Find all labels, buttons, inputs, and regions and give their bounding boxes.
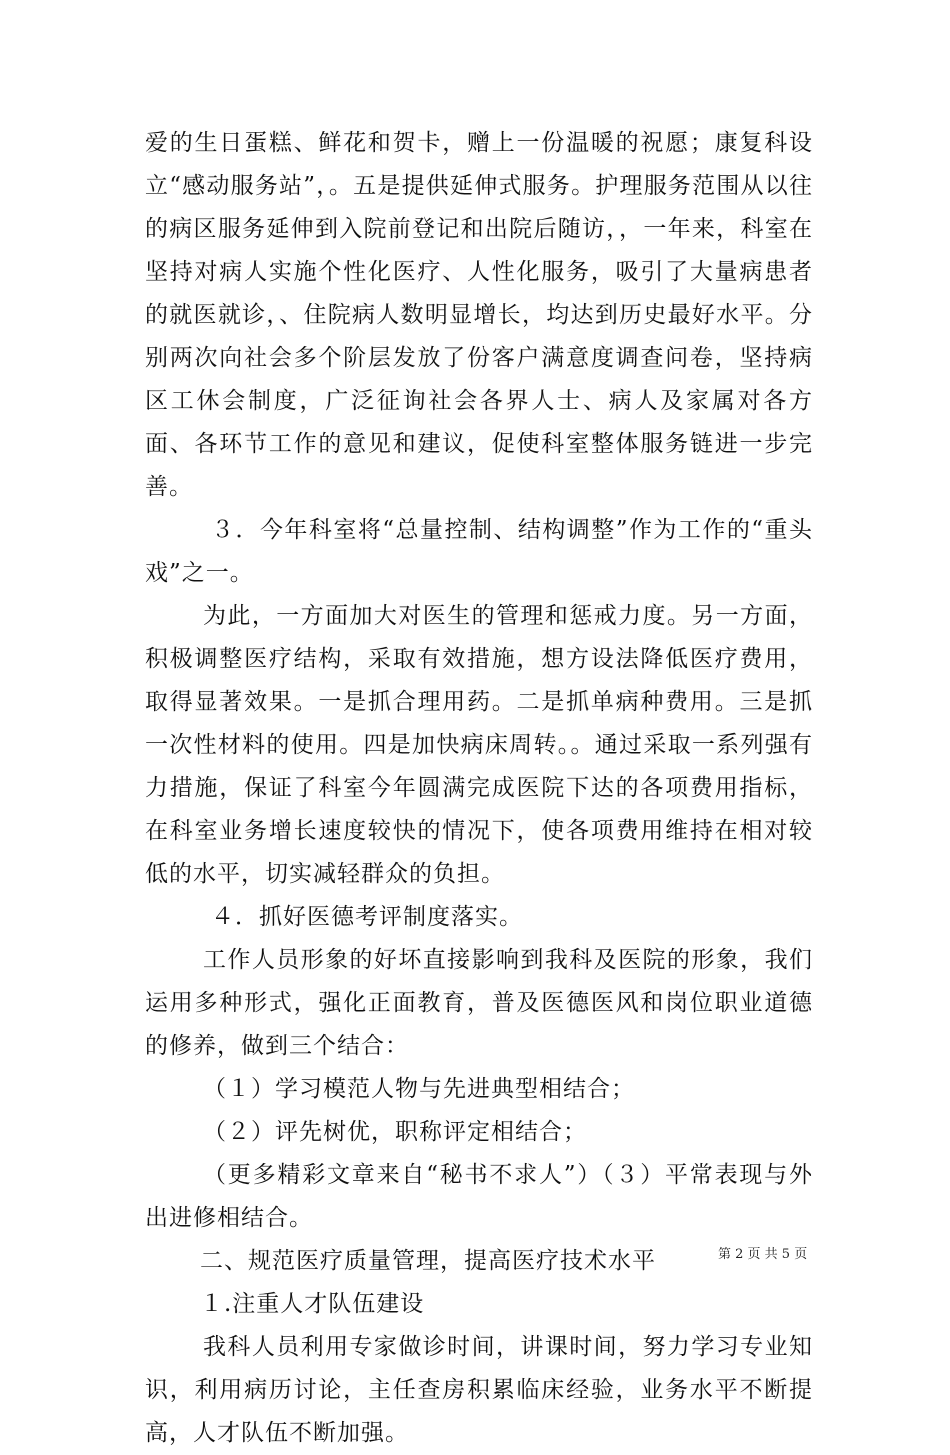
paragraph-service-extension: 爱的生日蛋糕、鲜花和贺卡，赠上一份温暖的祝愿；康复科设立“感动服务站”，。五是提供延伸式服务。护理服务范围从以往的病区服务延伸到入院前登记和出院后随访，，一年来，科室在坚持对病人实施个性化医疗、人性化服务，吸引了大量病患者的就医就诊，、住院病人数明显增长，均达到历史最好水平。分别两次向社会多个阶层发放了份客户满意度调查问卷，坚持病区工休会制度，广泛征询社会各界人士、病人及家属对各方面、各环节工作的意见和建议，促使科室整体服务链进一步完善。 [145,130,813,500]
paragraph-staff-image: 工作人员形象的好坏直接影响到我科及医院的形象，我们运用多种形式，强化正面教育，普及医德医风和岗位职业道德的修养，做到三个结合： [145,947,813,1059]
paragraph-talent-building: 我科人员利用专家做诊时间，讲课时间，努力学习专业知识，利用病历讨论，主任查房积累临床经验，业务水平不断提高，人才队伍不断加强。 [145,1334,813,1446]
page-number: 第 2 页 共 5 页 [718,1247,808,1262]
list-item-3: （更多精彩文章来自“秘书不求人”）（３）平常表现与外出进修相结合。 [145,1162,813,1231]
document-body [145,122,813,1455]
heading-item-3: ３．今年科室将“总量控制、结构调整”作为工作的“重头戏”之一。 [145,517,813,586]
list-item-2: （２）评先树优，职称评定相结合； [203,1119,587,1145]
list-item-1: （１）学习模范人物与先进典型相结合； [203,1076,635,1102]
paragraph-cost-control: 为此，一方面加大对医生的管理和惩戒力度。另一方面，积极调整医疗结构，采取有效措施，想方设法降低医疗费用，取得显著效果。一是抓合理用药。二是抓单病种费用。三是抓一次性材料的使用。四是加快病床周转。。通过采取一系列强有力措施，保证了科室今年圆满完成医院下达的各项费用指标，在科室业务增长速度较快的情况下，使各项费用维持在相对较低的水平，切实减轻群众的负担。 [145,603,813,887]
subheading-talent: １.注重人才队伍建设 [200,1291,425,1317]
section-heading-quality: 二、规范医疗质量管理，提高医疗技术水平 [200,1248,656,1274]
heading-item-4: ４．抓好医德考评制度落实。 [211,904,523,930]
